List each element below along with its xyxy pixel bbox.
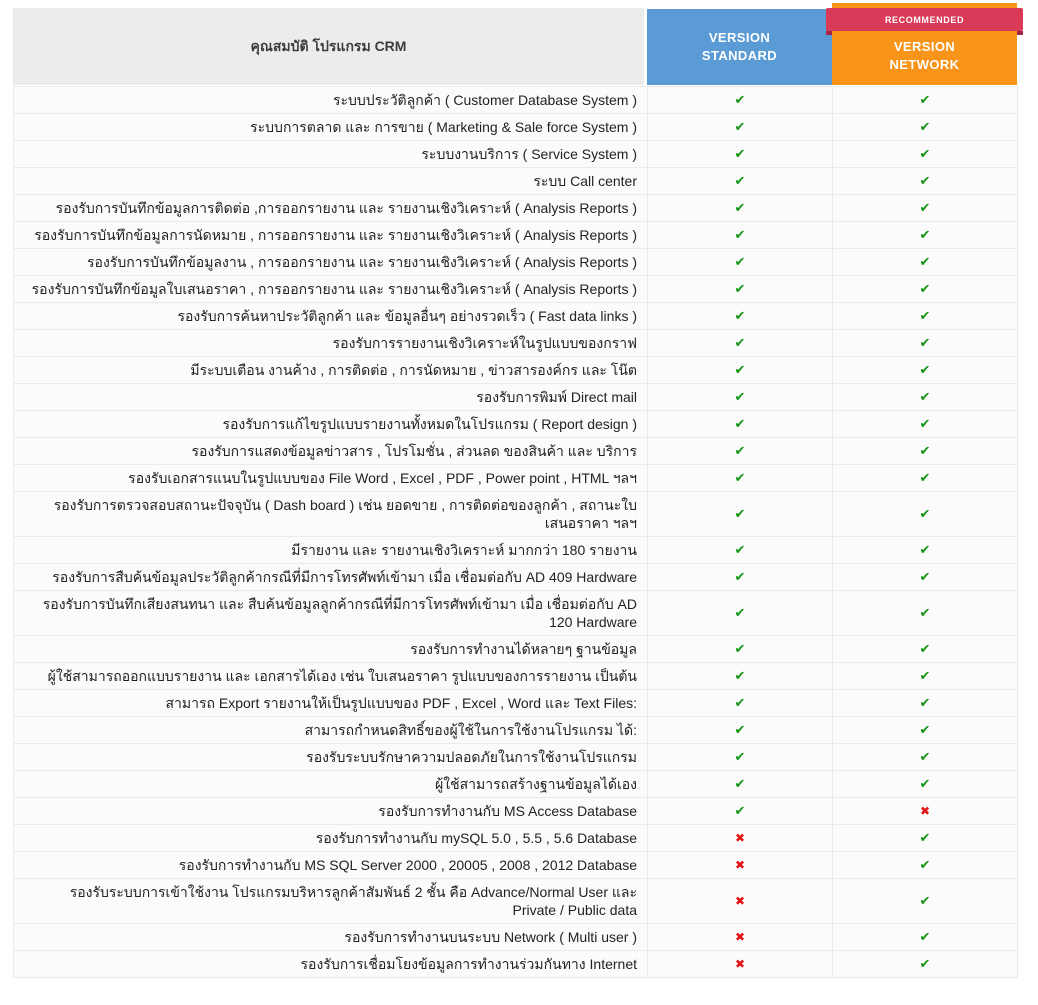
table-row <box>14 537 1018 564</box>
check-icon: ✔ <box>833 249 1018 276</box>
cross-icon: ✖ <box>648 879 833 924</box>
feature-label: รองรับการทำงานกับ mySQL 5.0 , 5.5 , 5.6 Database <box>14 825 648 852</box>
feature-label: รองรับการพิมพ์ Direct mail <box>14 384 648 411</box>
table-row <box>14 411 1018 438</box>
table-row <box>14 222 1018 249</box>
check-icon: ✔ <box>648 717 833 744</box>
version-network-label-line2: NETWORK <box>889 57 960 72</box>
feature-label: รองรับการทำงานบนระบบ Network ( Multi user ) <box>14 924 648 951</box>
feature-label: สามารถ Export รายงานให้เป็นรูปแบบของ PDF , Excel , Word และ Text Files: <box>14 690 648 717</box>
cross-icon: ✖ <box>833 798 1018 825</box>
ribbon-fold-left <box>826 31 832 35</box>
feature-label: รองรับการตรวจสอบสถานะปัจจุบัน ( Dash board ) เช่น ยอดขาย , การติดต่อของลูกค้า , สถานะใบเสนอราคา ฯลฯ <box>14 492 648 537</box>
feature-label: รองรับการทำงานกับ MS Access Database <box>14 798 648 825</box>
feature-label: รองรับการบันทึกข้อมูลใบเสนอราคา , การออกรายงาน และ รายงานเชิงวิเคราะห์ ( Analysis Reports ) <box>14 276 648 303</box>
check-icon: ✔ <box>833 465 1018 492</box>
check-icon: ✔ <box>833 717 1018 744</box>
feature-label: รองรับระบบรักษาความปลอดภัยในการใช้งานโปรแกรม <box>14 744 648 771</box>
table-row <box>14 303 1018 330</box>
cross-icon: ✖ <box>648 951 833 978</box>
feature-label: รองรับการทำงานได้หลายๆ ฐานข้อมูล <box>14 636 648 663</box>
feature-column-title: คุณสมบัติ โปรแกรม CRM <box>250 37 407 54</box>
feature-label: รองรับการค้นหาประวัติลูกค้า และ ข้อมูลอื่นๆ อย่างรวดเร็ว ( Fast data links ) <box>14 303 648 330</box>
check-icon: ✔ <box>648 222 833 249</box>
check-icon: ✔ <box>648 168 833 195</box>
table-row <box>14 951 1018 978</box>
cross-icon: ✖ <box>648 852 833 879</box>
check-icon: ✔ <box>648 465 833 492</box>
feature-label: รองรับการแสดงข้อมูลข่าวสาร , โปรโมชั่น , ส่วนลด ของสินค้า และ บริการ <box>14 438 648 465</box>
feature-label: ระบบ Call center <box>14 168 648 195</box>
check-icon: ✔ <box>833 744 1018 771</box>
check-icon: ✔ <box>648 492 833 537</box>
check-icon: ✔ <box>648 591 833 636</box>
feature-label: ผู้ใช้สามารถออกแบบรายงาน และ เอกสารได้เอง เช่น ใบเสนอราคา รูปแบบของการรายงาน เป็นต้น <box>14 663 648 690</box>
table-row <box>14 195 1018 222</box>
table-row <box>14 168 1018 195</box>
cross-icon: ✖ <box>648 924 833 951</box>
table-row <box>14 330 1018 357</box>
feature-label: สามารถกำหนดสิทธิ์ของผู้ใช้ในการใช้งานโปรแกรม ได้: <box>14 717 648 744</box>
feature-label: รองรับระบบการเข้าใช้งาน โปรแกรมบริหารลูกค้าสัมพันธ์ 2 ชั้น คือ Advance/Normal User และ Private / Public data <box>14 879 648 924</box>
check-icon: ✔ <box>833 222 1018 249</box>
check-icon: ✔ <box>648 438 833 465</box>
feature-label: รองรับการสืบค้นข้อมูลประวัติลูกค้ากรณีที่มีการโทรศัพท์เข้ามา เมื่อ เชื่อมต่อกับ AD 409 Hardware <box>14 564 648 591</box>
check-icon: ✔ <box>648 663 833 690</box>
table-row <box>14 825 1018 852</box>
check-icon: ✔ <box>833 879 1018 924</box>
table-row <box>14 492 1018 537</box>
check-icon: ✔ <box>833 636 1018 663</box>
table-row <box>14 717 1018 744</box>
table-row <box>14 879 1018 924</box>
feature-label: ระบบงานบริการ ( Service System ) <box>14 141 648 168</box>
check-icon: ✔ <box>648 330 833 357</box>
feature-label: ระบบประวัติลูกค้า ( Customer Database System ) <box>14 87 648 114</box>
feature-label: รองรับการเชื่อมโยงข้อมูลการทำงานร่วมกันทาง Internet <box>14 951 648 978</box>
check-icon: ✔ <box>833 357 1018 384</box>
check-icon: ✔ <box>648 195 833 222</box>
table-row <box>14 564 1018 591</box>
check-icon: ✔ <box>833 411 1018 438</box>
table-row <box>14 357 1018 384</box>
table-row <box>14 249 1018 276</box>
check-icon: ✔ <box>833 492 1018 537</box>
table-row <box>14 114 1018 141</box>
feature-label: รองรับการบันทึกข้อมูลการนัดหมาย , การออกรายงาน และ รายงานเชิงวิเคราะห์ ( Analysis Reports ) <box>14 222 648 249</box>
check-icon: ✔ <box>833 564 1018 591</box>
check-icon: ✔ <box>833 168 1018 195</box>
check-icon: ✔ <box>833 924 1018 951</box>
feature-column-header <box>13 8 644 85</box>
check-icon: ✔ <box>833 951 1018 978</box>
table-row <box>14 465 1018 492</box>
version-standard-label-line1: VERSION <box>708 30 771 45</box>
feature-label: มีระบบเตือน งานค้าง , การติดต่อ , การนัดหมาย , ข่าวสารองค์กร และ โน๊ต <box>14 357 648 384</box>
check-icon: ✔ <box>648 744 833 771</box>
check-icon: ✔ <box>648 114 833 141</box>
check-icon: ✔ <box>648 357 833 384</box>
ribbon-fold-right <box>1017 31 1023 35</box>
table-row <box>14 744 1018 771</box>
feature-label: มีรายงาน และ รายงานเชิงวิเคราะห์ มากกว่า 180 รายงาน <box>14 537 648 564</box>
table-row <box>14 438 1018 465</box>
check-icon: ✔ <box>648 303 833 330</box>
check-icon: ✔ <box>648 411 833 438</box>
version-network-label-line1: VERSION <box>893 39 956 54</box>
check-icon: ✔ <box>648 537 833 564</box>
check-icon: ✔ <box>833 276 1018 303</box>
check-icon: ✔ <box>648 636 833 663</box>
version-standard-column-header <box>647 9 832 85</box>
feature-label: รองรับการแก้ไขรูปแบบรายงานทั้งหมดในโปรแกรม ( Report design ) <box>14 411 648 438</box>
recommended-badge: RECOMMENDED <box>826 8 1023 31</box>
check-icon: ✔ <box>833 195 1018 222</box>
check-icon: ✔ <box>833 771 1018 798</box>
check-icon: ✔ <box>833 330 1018 357</box>
feature-label: รองรับการบันทึกเสียงสนทนา และ สืบค้นข้อมูลลูกค้ากรณีที่มีการโทรศัพท์เข้ามา เมื่อ เชื่อมต่อกับ AD 120 Hardware <box>14 591 648 636</box>
feature-label: ระบบการตลาด และ การขาย ( Marketing & Sale force System ) <box>14 114 648 141</box>
table-row <box>14 591 1018 636</box>
version-standard-label-line2: STANDARD <box>701 48 778 63</box>
table-row <box>14 771 1018 798</box>
feature-label: รองรับการบันทึกข้อมูลงาน , การออกรายงาน และ รายงานเชิงวิเคราะห์ ( Analysis Reports ) <box>14 249 648 276</box>
feature-table-body <box>14 87 1018 978</box>
table-row <box>14 276 1018 303</box>
table-row <box>14 798 1018 825</box>
check-icon: ✔ <box>648 564 833 591</box>
check-icon: ✔ <box>833 852 1018 879</box>
table-row <box>14 384 1018 411</box>
cross-icon: ✖ <box>648 825 833 852</box>
table-row <box>14 663 1018 690</box>
check-icon: ✔ <box>833 438 1018 465</box>
check-icon: ✔ <box>833 303 1018 330</box>
check-icon: ✔ <box>833 537 1018 564</box>
check-icon: ✔ <box>833 141 1018 168</box>
check-icon: ✔ <box>648 771 833 798</box>
feature-label: ผู้ใช้สามารถสร้างฐานข้อมูลได้เอง <box>14 771 648 798</box>
feature-label: รองรับเอกสารแนบในรูปแบบของ File Word , Excel , PDF , Power point , HTML ฯลฯ <box>14 465 648 492</box>
check-icon: ✔ <box>648 798 833 825</box>
check-icon: ✔ <box>833 591 1018 636</box>
feature-label: รองรับการรายงานเชิงวิเคราะห์ในรูปแบบของกราฟ <box>14 330 648 357</box>
feature-comparison-table <box>13 86 1018 978</box>
check-icon: ✔ <box>648 384 833 411</box>
check-icon: ✔ <box>833 690 1018 717</box>
check-icon: ✔ <box>833 825 1018 852</box>
table-row <box>14 636 1018 663</box>
check-icon: ✔ <box>833 114 1018 141</box>
check-icon: ✔ <box>648 141 833 168</box>
table-row <box>14 924 1018 951</box>
check-icon: ✔ <box>648 87 833 114</box>
table-row <box>14 690 1018 717</box>
check-icon: ✔ <box>648 276 833 303</box>
check-icon: ✔ <box>833 87 1018 114</box>
table-row <box>14 141 1018 168</box>
check-icon: ✔ <box>833 384 1018 411</box>
table-row <box>14 852 1018 879</box>
feature-label: รองรับการบันทึกข้อมูลการติดต่อ ,การออกรายงาน และ รายงานเชิงวิเคราะห์ ( Analysis Reports ) <box>14 195 648 222</box>
check-icon: ✔ <box>833 663 1018 690</box>
feature-label: รองรับการทำงานกับ MS SQL Server 2000 , 20005 , 2008 , 2012 Database <box>14 852 648 879</box>
table-row <box>14 87 1018 114</box>
check-icon: ✔ <box>648 690 833 717</box>
check-icon: ✔ <box>648 249 833 276</box>
